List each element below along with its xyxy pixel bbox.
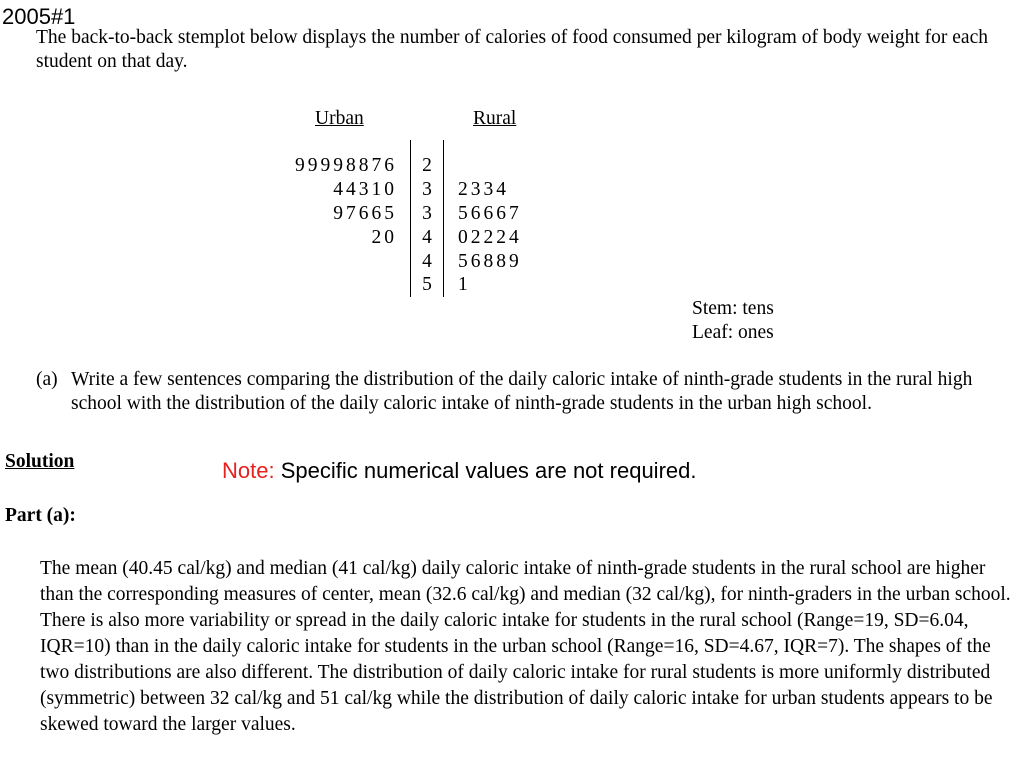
question-label: (a) [36, 369, 58, 390]
stem-value: 3 [422, 179, 432, 200]
key-stem: Stem: tens [692, 298, 774, 319]
rural-leaves-row: 56889 [458, 251, 522, 272]
question-text: Write a few sentences comparing the distribution of the daily caloric intake of ninth-grade students in the rural high school with the distribution of the daily caloric intake of ninth-grade students in the urban high school. [71, 369, 973, 414]
stem-value: 5 [422, 274, 432, 295]
rural-leaves-row: 1 [458, 274, 471, 295]
solution-heading: Solution [5, 451, 75, 472]
rural-leaves-row: 2334 [458, 179, 509, 200]
stem-value: 4 [422, 227, 432, 248]
stem-value: 2 [422, 155, 432, 176]
urban-leaves-row: 44310 [333, 179, 397, 200]
part-a-heading: Part (a): [5, 505, 76, 526]
note [222, 457, 696, 485]
question-a [36, 368, 1006, 416]
answer-paragraph: The mean (40.45 cal/kg) and median (41 cal/kg) daily caloric intake of ninth-grade students in the rural school are higher than the corresponding measures of center, mean (32.6 cal/kg) and median (32 cal/kg), for ninth-graders in the urban school. There is also more variability or spread in the daily caloric intake for students in the rural school (Range=19, SD=6.04, IQR=10) than in the daily caloric intake for students in the urban school (Range=16, SD=4.67, IQR=7). The shapes of the two distributions are also different. The distribution of daily caloric intake for rural students is more uniformly distributed (symmetric) between 32 cal/kg and 51 cal/kg while the distribution of daily caloric intake for urban students appears to be skewed toward the larger values. [40, 558, 1011, 735]
rural-leaves-row: 56667 [458, 203, 522, 224]
urban-header: Urban [315, 108, 364, 129]
urban-leaves-row: 99998876 [295, 155, 397, 176]
stem-divider-left [410, 140, 411, 297]
note-text: Specific numerical values are not required. [274, 458, 697, 483]
note-label: Note: [222, 458, 275, 483]
intro-paragraph: The back-to-back stemplot below displays the number of calories of food consumed per kilogram of body weight for each student on that day. [36, 27, 988, 72]
slide-label: 2005#1 [2, 4, 76, 29]
rural-leaves-row: 02224 [458, 227, 522, 248]
urban-leaves-row: 20 [371, 227, 397, 248]
stem-divider-right [443, 140, 444, 297]
stem-value: 4 [422, 251, 432, 272]
rural-header: Rural [473, 108, 517, 129]
urban-leaves-row: 97665 [333, 203, 397, 224]
key-leaf: Leaf: ones [692, 322, 774, 343]
stem-leaf-key [692, 297, 774, 345]
stem-value: 3 [422, 203, 432, 224]
